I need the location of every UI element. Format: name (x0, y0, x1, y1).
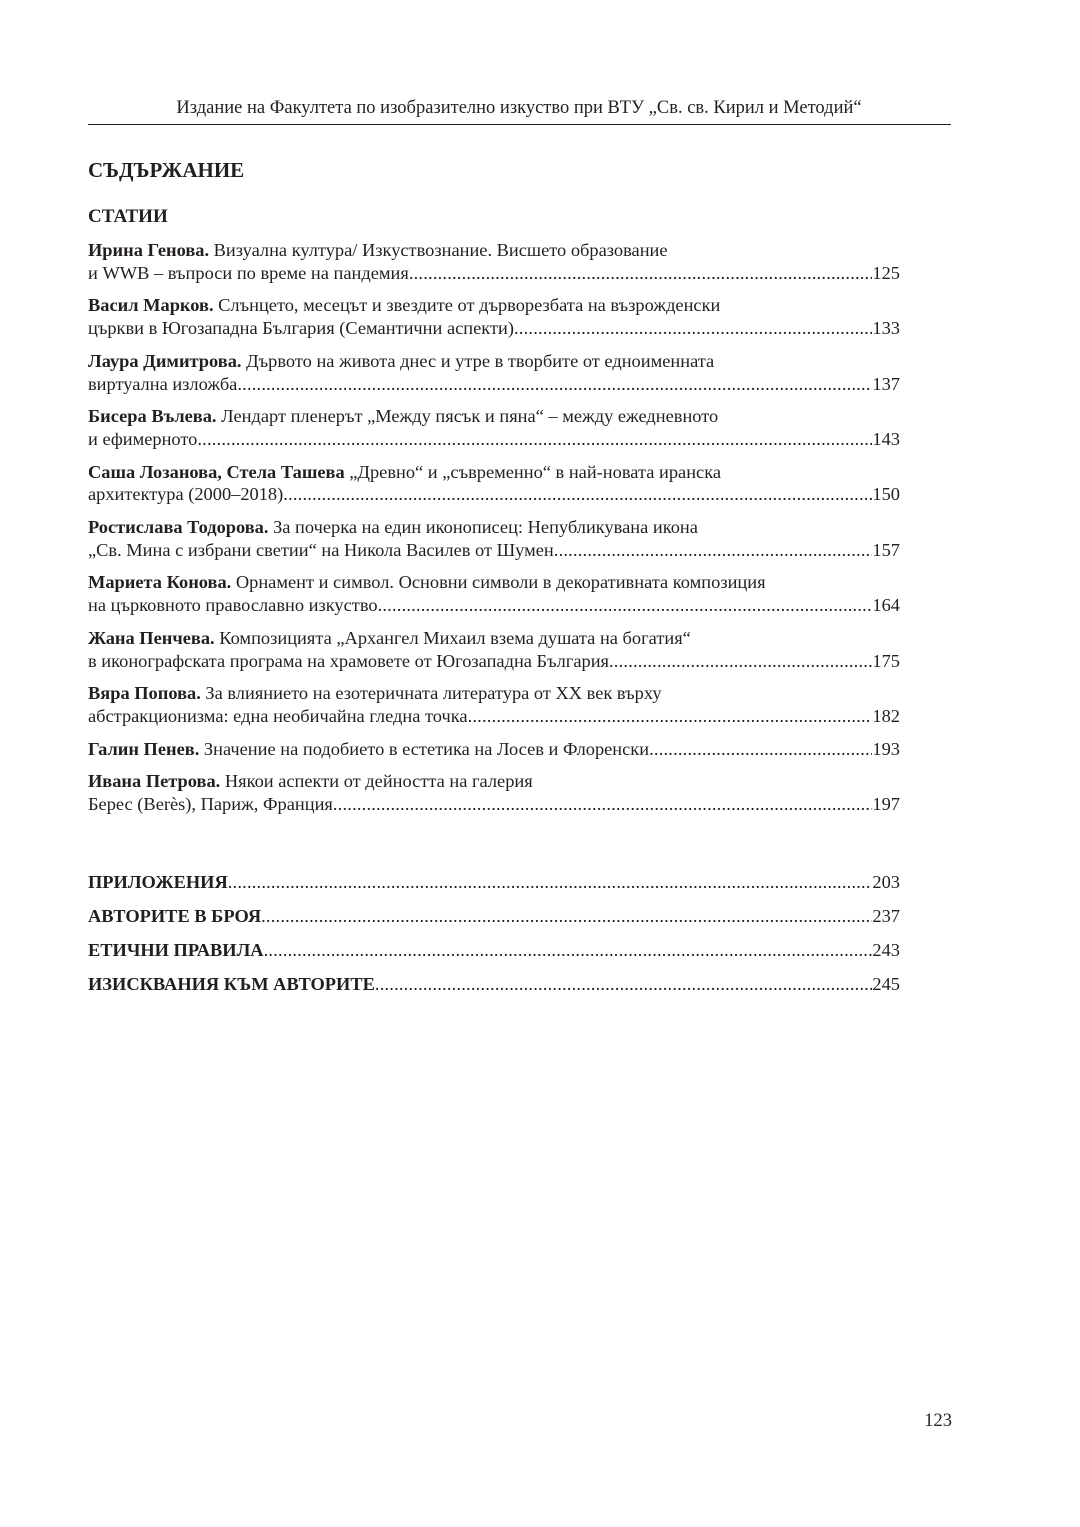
entry-title-line2: виртуална изложба (88, 373, 238, 394)
page-number: 123 (924, 1411, 952, 1431)
entry-title-line1: За влиянието на езотеричната литература от XX век върху (200, 683, 662, 704)
running-head: Издание на Факултета по изобразително изкуство при ВТУ „Св. св. Кирил и Методий“ (176, 98, 862, 118)
section-label: АВТОРИТЕ В БРОЯ (88, 905, 262, 926)
entry-page-number: 143 (872, 428, 900, 449)
entry-page-number: 137 (872, 373, 900, 394)
section-label: ЕТИЧНИ ПРАВИЛА (88, 939, 264, 960)
entry-title-line2: на църковното православно изкуство (88, 595, 378, 616)
entry-page-number: 203 (872, 872, 900, 892)
entry-page-number: 197 (872, 793, 900, 814)
entry-title-line1: Лендарт пленерът „Между пясък и пяна“ – между ежедневното (216, 406, 719, 427)
entry-page-number: 125 (872, 262, 900, 283)
entry-author: Бисера Вълева. (88, 406, 217, 427)
entry-title-line2: архитектура (2000–2018) (88, 484, 284, 505)
dot-leader (649, 738, 872, 761)
entry-page-number: 237 (872, 905, 900, 926)
entry-page-number: 243 (872, 939, 900, 960)
entry-page-number: 133 (872, 318, 900, 339)
section-label: ПРИЛОЖЕНИЯ (88, 872, 228, 892)
dot-leader (261, 905, 872, 928)
dot-leader (378, 594, 873, 617)
entry-title-line2: и ефимерното (88, 428, 198, 449)
entry-title-line2: „Св. Мина с избрани светии“ на Никола Василев от Шумен (88, 539, 554, 560)
entry-author: Ивана Петрова. (88, 771, 221, 792)
toc-entry[interactable] (88, 294, 900, 340)
dot-leader (554, 539, 873, 562)
entry-page-number: 182 (872, 705, 900, 726)
entry-author: Галин Пенев. (88, 738, 200, 759)
toc-entry[interactable] (88, 682, 900, 728)
entry-page-number: 164 (872, 595, 900, 616)
entry-page-number: 245 (872, 973, 900, 994)
dot-leader (197, 428, 872, 451)
entry-author: Жана Пенчева. (88, 627, 215, 648)
entry-title-line2: и WWB – въпроси по време на пандемия (88, 262, 409, 283)
toc-entry[interactable] (88, 770, 900, 816)
toc-entry[interactable] (88, 461, 900, 507)
entry-title-line2: църкви в Югозападна България (Семантични аспекти) (88, 318, 514, 339)
toc-entry-appendices[interactable] (88, 871, 900, 894)
toc-entry-ethics[interactable] (88, 939, 900, 962)
entry-page-number: 150 (872, 484, 900, 505)
dot-leader (609, 650, 872, 673)
entry-title-line1: Орнамент и символ. Основни символи в декоративната композиция (231, 572, 766, 593)
entry-title-line2: абстракционизма: една необичайна гледна точка (88, 705, 468, 726)
entry-title-line2: Берес (Berès), Париж, Франция (88, 793, 333, 814)
header-rule (88, 124, 951, 125)
toc-entry[interactable] (88, 239, 900, 285)
entry-author: Васил Марков. (88, 295, 214, 316)
entry-author: Вяра Попова. (88, 683, 201, 704)
dot-leader (375, 973, 873, 996)
dot-leader (264, 939, 873, 962)
entry-page-number: 157 (872, 539, 900, 560)
entry-title-line2: в иконографската програма на храмовете от Югозападна България (88, 650, 609, 671)
dot-leader (468, 705, 873, 728)
entry-title-line1: Композицията „Архангел Михаил взема душата на богатия“ (214, 627, 691, 648)
entry-title-line1: Слънцето, месецът и звездите от дърворезбата на възрожденски (213, 295, 721, 316)
dot-leader (237, 373, 872, 396)
entry-title-line1: Визуална култура/ Изкуствознание. Висшето образование (209, 240, 668, 260)
toc-title: СЪДЪРЖАНИЕ (88, 158, 245, 182)
toc-entry-requirements[interactable] (88, 973, 900, 996)
toc-entry[interactable] (88, 405, 900, 451)
entry-author: Саша Лозанова, Стела Ташева (88, 461, 345, 482)
entry-title-line1: Дървото на живота днес и утре в творбите от едноименната (241, 350, 715, 371)
toc-entry[interactable] (88, 738, 900, 761)
entry-author: Мариета Конова. (88, 572, 232, 593)
dot-leader (283, 483, 872, 506)
toc-entry[interactable] (88, 350, 900, 396)
entry-author: Ростислава Тодорова. (88, 516, 269, 537)
toc-entry[interactable] (88, 516, 900, 562)
entry-title-line1: Някои аспекти от дейността на галерия (220, 771, 533, 792)
section-title-articles: СТАТИИ (88, 206, 168, 227)
entry-author: Лаура Димитрова. (88, 350, 242, 371)
toc-entry[interactable] (88, 627, 900, 673)
entry-title-line1: „Древно“ и „съвременно“ в най-новата иранска (344, 461, 722, 482)
dot-leader (333, 793, 873, 816)
entry-page-number: 175 (872, 650, 900, 671)
toc-back-matter-list (88, 871, 900, 1007)
entry-page-number: 193 (872, 738, 900, 759)
dot-leader (514, 317, 872, 340)
entry-title: Значение на подобието в естетика на Лосев и Флоренски (199, 738, 650, 759)
section-label: ИЗИСКВАНИЯ КЪМ АВТОРИТЕ (88, 973, 375, 994)
entry-author: Ирина Генова. (88, 240, 210, 260)
toc-entry-authors[interactable] (88, 905, 900, 928)
dot-leader (409, 262, 873, 285)
toc-articles-list (88, 239, 900, 826)
entry-title-line1: За почерка на един иконописец: Непубликувана икона (268, 516, 698, 537)
dot-leader (228, 871, 873, 894)
toc-entry[interactable] (88, 571, 900, 617)
